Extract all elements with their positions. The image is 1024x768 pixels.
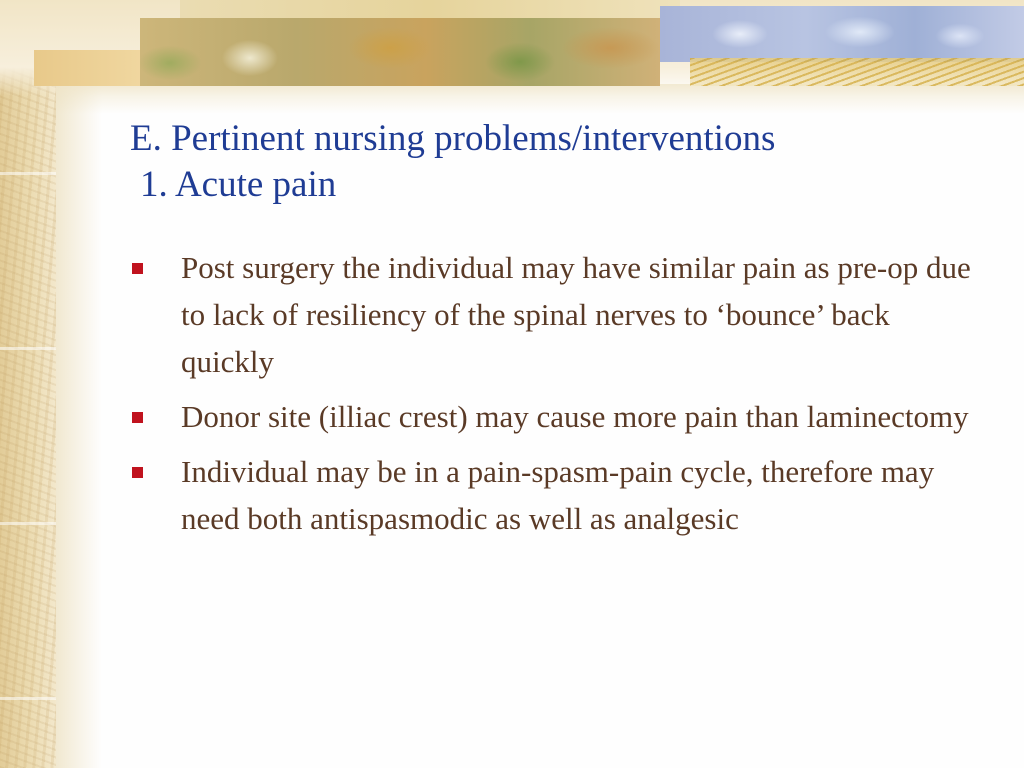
title-line-1: E. Pertinent nursing problems/interventions — [130, 118, 776, 159]
decorative-leaf-image — [140, 18, 660, 86]
square-bullet-icon — [132, 412, 143, 423]
square-bullet-icon — [132, 467, 143, 478]
decorative-tan-block — [34, 50, 144, 86]
decorative-blue-image — [660, 6, 1024, 62]
decorative-gold-grass — [690, 58, 1024, 86]
square-bullet-icon — [132, 263, 143, 274]
bullet-text: Donor site (illiac crest) may cause more pain than laminectomy — [181, 399, 969, 434]
title-line-2: 1. Acute pain — [140, 164, 337, 205]
bullet-item — [130, 244, 990, 385]
bullet-text: Individual may be in a pain-spasm-pain cycle, therefore may need both antispasmodic as well as analgesic — [181, 454, 935, 536]
bullet-item — [130, 448, 990, 542]
bullet-list — [130, 244, 990, 550]
background-top-band-fade — [56, 84, 1024, 114]
bullet-text: Post surgery the individual may have similar pain as pre-op due to lack of resiliency of the spinal nerves to ‘bounce’ back quickly — [181, 250, 971, 379]
background-left-fade — [56, 0, 102, 768]
background-left-strip — [0, 0, 56, 768]
slide-title — [130, 116, 1010, 208]
bullet-item — [130, 393, 990, 440]
